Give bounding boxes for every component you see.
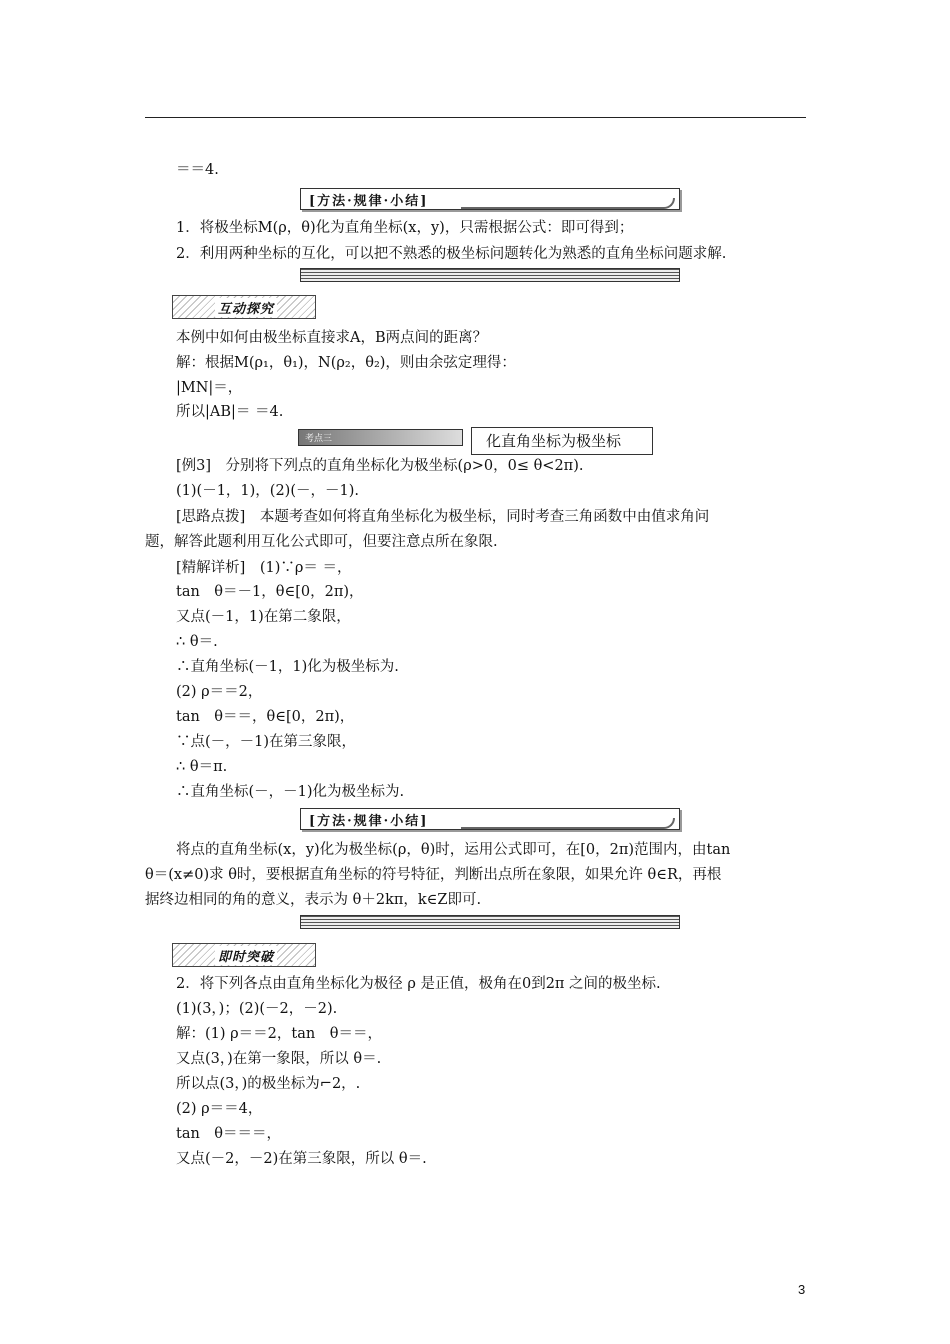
instant-breakthrough-label: 即时突破 bbox=[215, 946, 277, 965]
text-line: 又点(－2，－2)在第三象限，所以 θ＝. bbox=[176, 1151, 427, 1167]
header-rule bbox=[145, 117, 806, 118]
text-line: 所以|AB|＝ ＝4. bbox=[176, 404, 284, 420]
text-line: tan θ＝－1，θ∈[0，2π)， bbox=[176, 584, 364, 600]
method-summary-header bbox=[300, 808, 680, 830]
decorative-curve bbox=[461, 198, 675, 209]
text-line: 将点的直角坐标(x，y)化为极坐标(ρ，θ)时，运用公式即可，在[0，2π)范围内，由tan bbox=[176, 842, 731, 858]
topic-banner bbox=[298, 427, 653, 455]
text-line: ＝＝4. bbox=[176, 162, 219, 178]
page-number: 3 bbox=[798, 1282, 806, 1297]
text-line: tan θ＝＝＝， bbox=[176, 1126, 282, 1142]
text-line: 题，解答此题利用互化公式即可，但要注意点所在象限. bbox=[145, 534, 498, 550]
text-line: ∴ θ＝π. bbox=[176, 759, 228, 775]
topic-number-bar bbox=[298, 429, 463, 446]
method-summary-header bbox=[300, 188, 680, 210]
text-line: 解：(1) ρ＝＝2，tan θ＝＝， bbox=[176, 1026, 382, 1042]
method-summary-label: [方法·规律·小结] bbox=[309, 814, 429, 829]
text-line: ∵点(－，－1)在第三象限， bbox=[176, 734, 357, 750]
text-line: 1．将极坐标M(ρ，θ)化为直角坐标(x，y)，只需根据公式：即可得到； bbox=[176, 220, 634, 236]
decorative-curve bbox=[461, 818, 675, 829]
text-line: [精解详析] (1)∵ρ＝ ＝， bbox=[176, 560, 352, 576]
text-line: ∴直角坐标(－，－1)化为极坐标为. bbox=[176, 784, 405, 800]
text-line: [思路点拨] 本题考查如何将直角坐标化为极坐标，同时考查三角函数中由值求角问 bbox=[176, 509, 710, 525]
text-line: 解：根据M(ρ₁，θ₁)，N(ρ₂，θ₂)，则由余弦定理得： bbox=[176, 355, 516, 371]
text-line: (2) ρ＝＝2， bbox=[176, 684, 263, 700]
method-summary-footer bbox=[300, 915, 680, 929]
text-line: 又点(3，)在第一象限，所以 θ＝. bbox=[176, 1051, 382, 1067]
text-line: ∴直角坐标(－1，1)化为极坐标为. bbox=[176, 659, 399, 675]
text-line: (1)(3，)；(2)(－2，－2). bbox=[176, 1001, 338, 1017]
text-line: 2．利用两种坐标的互化，可以把不熟悉的极坐标问题转化为熟悉的直角坐标问题求解. bbox=[176, 246, 727, 262]
text-line: [例3] 分别将下列点的直角坐标化为极坐标(ρ>0，0≤ θ<2π). bbox=[176, 458, 584, 474]
text-line: (2) ρ＝＝4， bbox=[176, 1101, 263, 1117]
instant-breakthrough-tag bbox=[172, 943, 316, 967]
interactive-explore-tag bbox=[172, 295, 316, 319]
text-line: 据终边相同的角的意义，表示为 θ＋2kπ，k∈Z即可. bbox=[145, 892, 482, 908]
text-line: |MN|＝， bbox=[176, 380, 243, 396]
text-line: 所以点(3，)的极坐标为⌐2，. bbox=[176, 1076, 361, 1092]
text-line: tan θ＝＝，θ∈[0，2π)， bbox=[176, 709, 355, 725]
text-line: ∴ θ＝. bbox=[176, 634, 218, 650]
text-line: 又点(－1，1)在第二象限， bbox=[176, 609, 351, 625]
topic-number-label: 考点三 bbox=[305, 434, 333, 444]
method-summary-footer bbox=[300, 268, 680, 282]
text-line: θ＝(x≠0)求 θ时，要根据直角坐标的符号特征，判断出点所在象限，如果允许 θ∈R，再根 bbox=[145, 867, 722, 883]
interactive-explore-label: 互动探究 bbox=[215, 298, 277, 317]
text-line: (1)(－1，1)，(2)(－，－1). bbox=[176, 483, 359, 499]
topic-title: 化直角坐标为极坐标 bbox=[471, 427, 653, 455]
text-line: 本例中如何由极坐标直接求A，B两点间的距离？ bbox=[176, 330, 488, 346]
method-summary-label: [方法·规律·小结] bbox=[309, 194, 429, 209]
text-line: 2．将下列各点由直角坐标化为极径 ρ 是正值，极角在0到2π 之间的极坐标. bbox=[176, 976, 661, 992]
